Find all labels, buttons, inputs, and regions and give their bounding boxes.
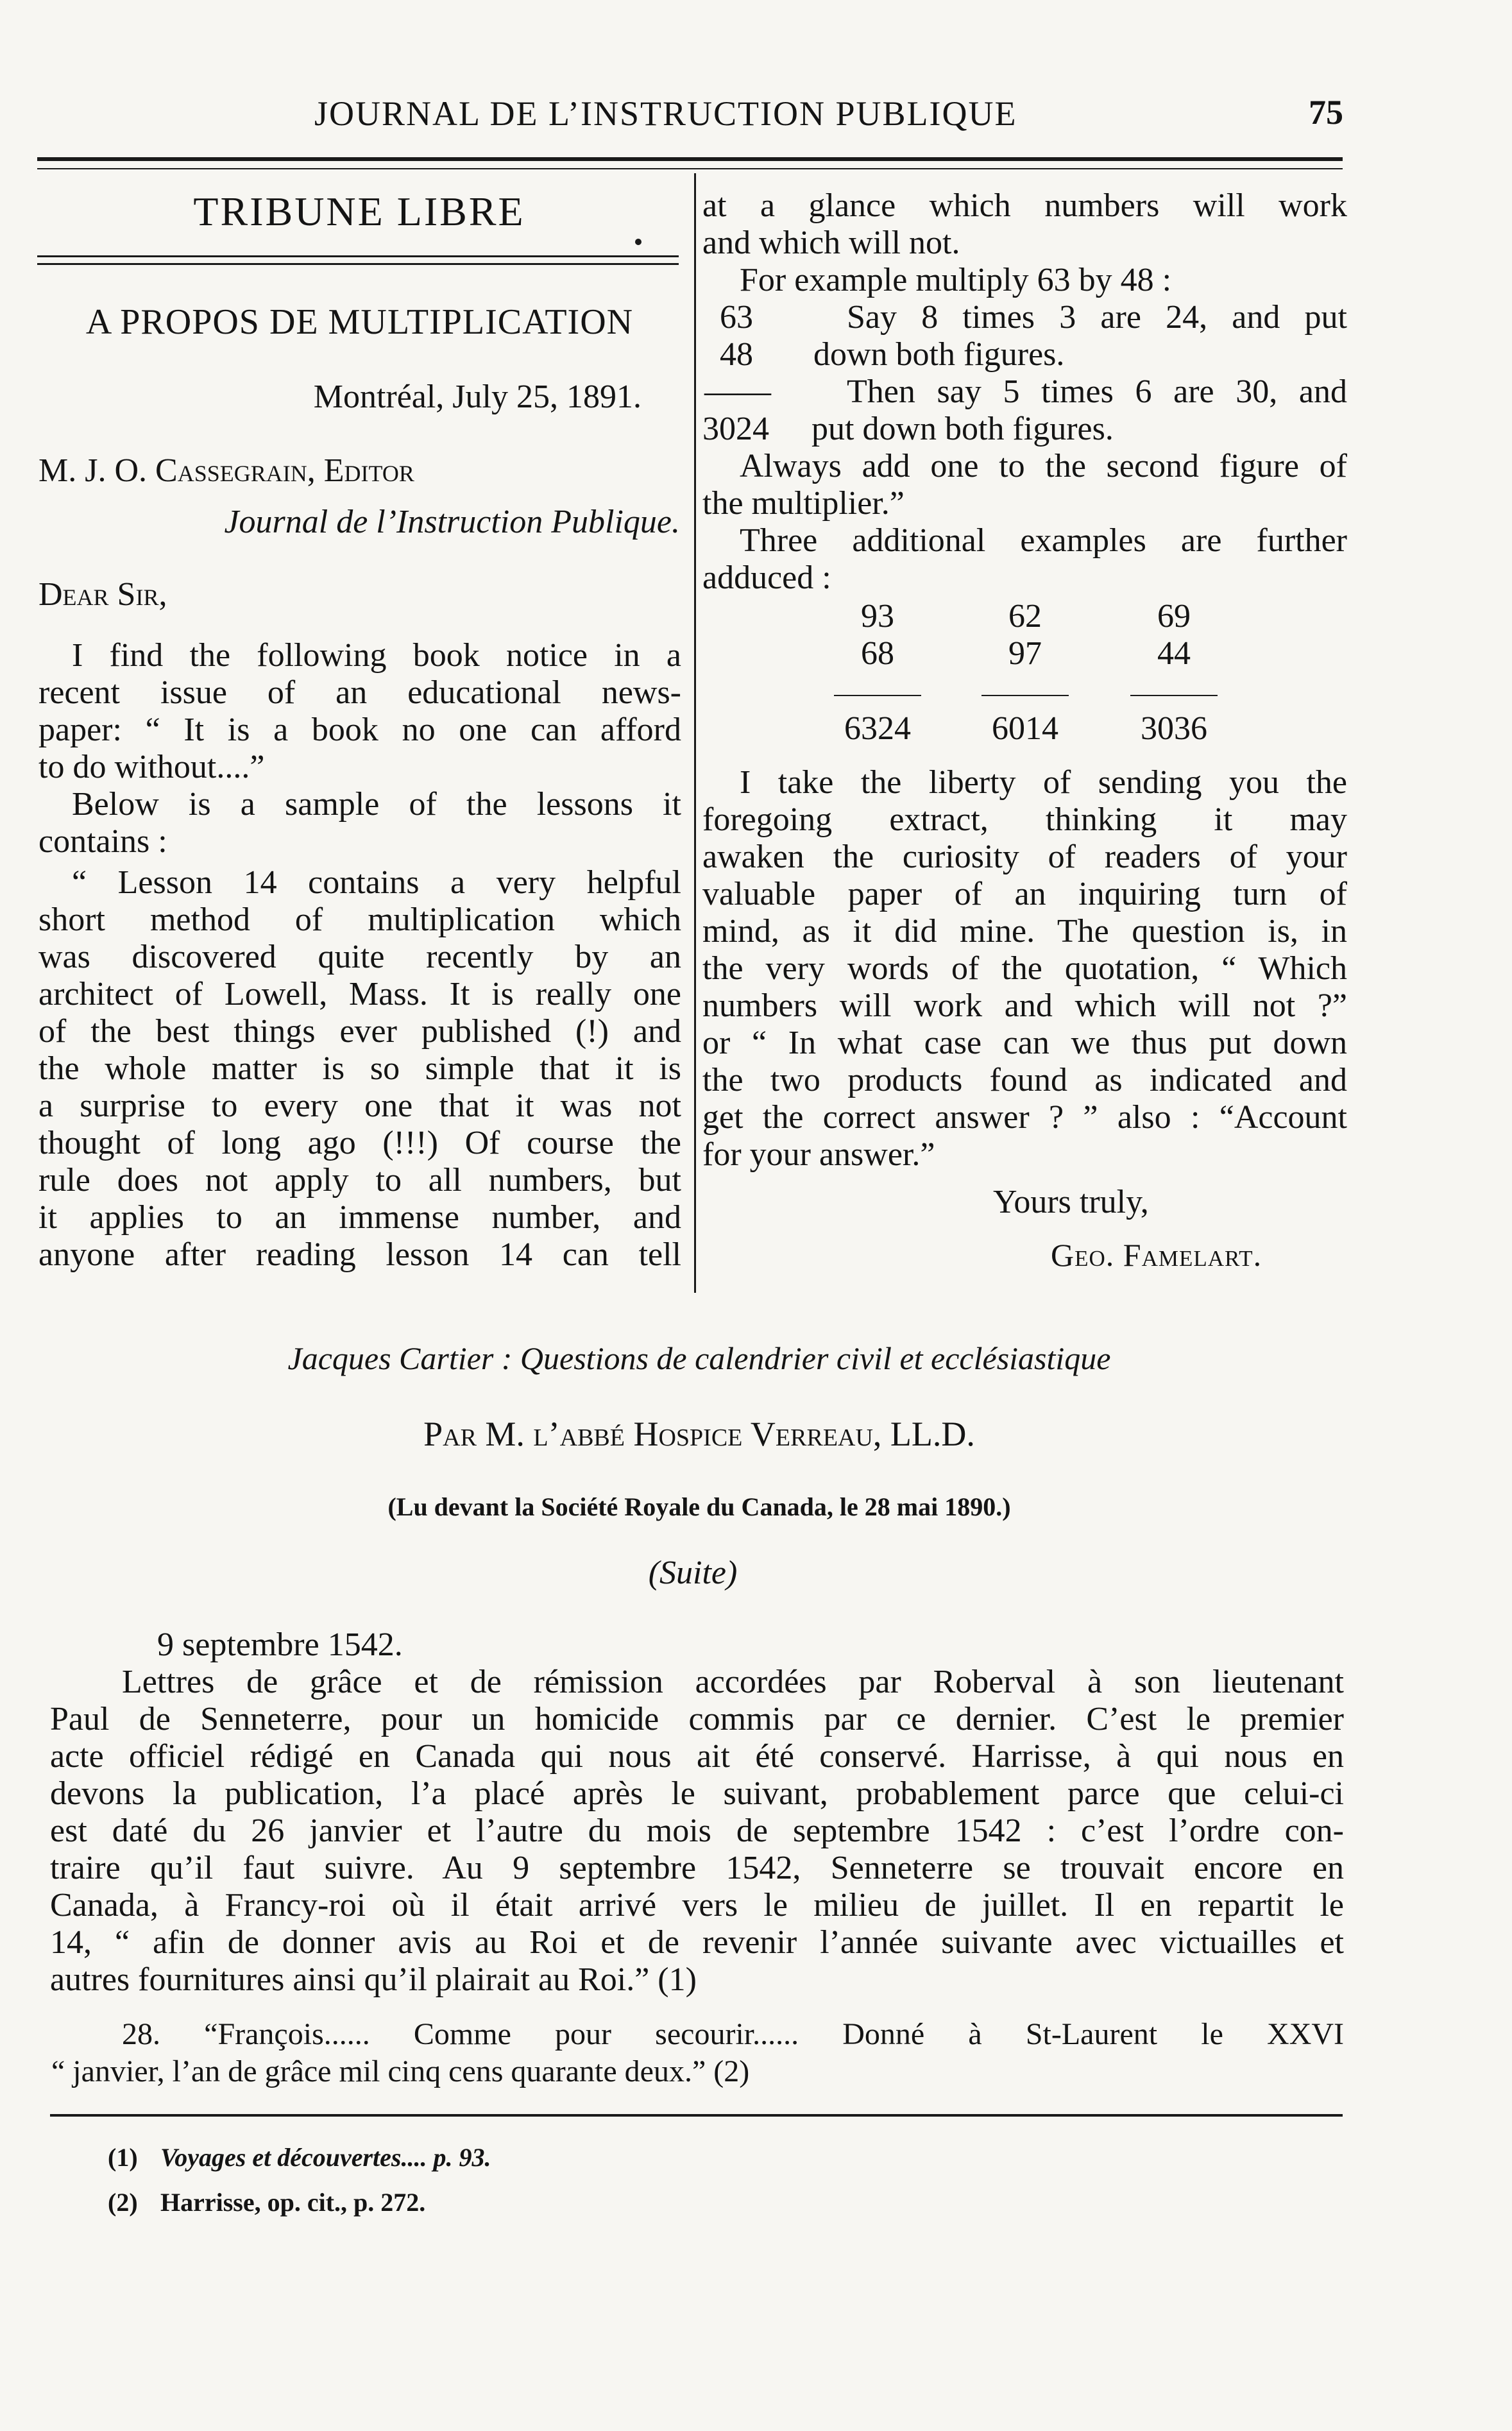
example-result: 6324 bbox=[844, 710, 911, 747]
example-rule bbox=[981, 695, 1069, 696]
right-line: and which will not. bbox=[702, 225, 960, 261]
running-title: JOURNAL DE L’INSTRUCTION PUBLIQUE bbox=[314, 94, 1017, 133]
header-rule-thick bbox=[37, 157, 1343, 161]
example-then-text: Then say 5 times 6 are 30, and bbox=[847, 373, 1347, 410]
footnote-mark: (1) bbox=[108, 2143, 138, 2172]
footnote-rule bbox=[50, 2114, 1343, 2117]
example-63: 63 bbox=[720, 299, 753, 336]
article-2-title: Jacques Cartier : Questions de calendrier civil et ecclésiastique bbox=[287, 1340, 1111, 1376]
addressee-journal: Journal de l’Instruction Publique. bbox=[224, 504, 680, 540]
left-line: paper: “ It is a book no one can afford bbox=[38, 712, 681, 748]
right-line: get the correct answer ? ” also : “Account bbox=[702, 1099, 1347, 1136]
left-line: contains : bbox=[38, 823, 167, 860]
right-line: awaken the curiosity of readers of your bbox=[702, 839, 1347, 875]
right-line: For example multiply 63 by 48 : bbox=[740, 262, 1172, 298]
footnote-text: Voyages et découvertes.... p. 93. bbox=[160, 2143, 491, 2172]
right-line: mind, as it did mine. The question is, in bbox=[702, 913, 1347, 950]
example-3024-text: put down both figures. bbox=[811, 411, 1114, 447]
left-line: was discovered quite recently by an bbox=[38, 939, 681, 975]
right-line: Always add one to the second figure of bbox=[740, 448, 1347, 484]
footnote-mark: (2) bbox=[108, 2188, 138, 2217]
right-line: I take the liberty of sending you the bbox=[740, 764, 1347, 801]
left-line: the whole matter is so simple that it is bbox=[38, 1050, 681, 1087]
article-2-line: devons la publication, l’a placé après le suivant, probablement parce que celui-ci bbox=[50, 1775, 1344, 1812]
article-2-suite: (Suite) bbox=[648, 1555, 738, 1591]
right-line: valuable paper of an inquiring turn of bbox=[702, 876, 1347, 912]
quote-line: “ janvier, l’an de grâce mil cinq cens quarante deux.” (2) bbox=[51, 2054, 750, 2088]
example-3024: 3024 bbox=[702, 411, 769, 447]
left-line: it applies to an immense number, and bbox=[38, 1199, 681, 1236]
example-top: 93 bbox=[861, 598, 894, 635]
right-line: the multiplier.” bbox=[702, 485, 905, 522]
example-top: 69 bbox=[1157, 598, 1191, 635]
article-2-line: 14, “ afin de donner avis au Roi et de revenir l’année suivante avec victuailles et bbox=[50, 1924, 1344, 1961]
footnote-text: Harrisse, op. cit., p. 272. bbox=[160, 2188, 426, 2217]
article-2-byline: Par M. l’abbé Hospice Verreau, LL.D. bbox=[423, 1415, 975, 1453]
right-line: foregoing extract, thinking it may bbox=[702, 801, 1347, 838]
example-48-text: down both figures. bbox=[813, 336, 1065, 373]
article-2-line: Paul de Senneterre, pour un homicide commis par ce dernier. C’est le premier bbox=[50, 1701, 1344, 1737]
right-line: for your answer.” bbox=[702, 1136, 935, 1173]
example-bottom: 68 bbox=[861, 635, 894, 672]
example-bottom: 44 bbox=[1157, 635, 1191, 672]
left-line: to do without....” bbox=[38, 749, 265, 785]
right-line: adduced : bbox=[702, 559, 831, 596]
closing: Yours truly, bbox=[993, 1184, 1149, 1220]
example-top: 62 bbox=[1008, 598, 1042, 635]
salutation: Dear Sir, bbox=[38, 576, 167, 613]
article-2-line: acte officiel rédigé en Canada qui nous ait été conservé. Harrisse, à qui nous en bbox=[50, 1738, 1344, 1775]
article-2-line: Lettres de grâce et de rémission accordées par Roberval à son lieutenant bbox=[122, 1664, 1344, 1700]
section-dot bbox=[635, 239, 641, 245]
article-title: A PROPOS DE MULTIPLICATION bbox=[85, 302, 634, 342]
signature: Geo. Famelart. bbox=[1051, 1237, 1262, 1273]
section-rule-1 bbox=[37, 255, 679, 257]
right-line: Three additional examples are further bbox=[740, 522, 1347, 559]
example-result: 3036 bbox=[1141, 710, 1207, 747]
left-line: of the best things ever published (!) and bbox=[38, 1013, 681, 1050]
example-result: 6014 bbox=[992, 710, 1058, 747]
dateline: Montréal, July 25, 1891. bbox=[313, 379, 641, 415]
section-rule-2 bbox=[37, 263, 679, 265]
article-2-line: Canada, à Francy-roi où il était arrivé vers le milieu de juillet. Il en repartit le bbox=[50, 1887, 1344, 1923]
left-line: I find the following book notice in a bbox=[72, 637, 681, 674]
left-line: Below is a sample of the lessons it bbox=[72, 786, 681, 823]
article-2-note: (Lu devant la Société Royale du Canada, le 28 mai 1890.) bbox=[387, 1492, 1011, 1521]
example-rule bbox=[834, 695, 921, 696]
left-line: “ Lesson 14 contains a very helpful bbox=[72, 864, 681, 901]
left-line: short method of multiplication which bbox=[38, 901, 681, 938]
right-line: numbers will work and which will not ?” bbox=[702, 987, 1347, 1024]
example-48: 48 bbox=[720, 336, 753, 373]
quote-line: 28. “François...... Comme pour secourir...... Donné à St-Laurent le XXVI bbox=[122, 2017, 1344, 2051]
column-divider bbox=[694, 173, 696, 1293]
right-line: the very words of the quotation, “ Which bbox=[702, 950, 1347, 987]
article-2-date: 9 septembre 1542. bbox=[157, 1626, 403, 1663]
left-line: recent issue of an educational news- bbox=[38, 674, 681, 711]
left-line: thought of long ago (!!!) Of course the bbox=[38, 1125, 681, 1161]
example-rule bbox=[1130, 695, 1218, 696]
article-2-line: traire qu’il faut suivre. Au 9 septembre 1542, Senneterre se trouvait encore en bbox=[50, 1850, 1344, 1886]
article-2-line: est daté du 26 janvier et l’autre du mois de septembre 1542 : c’est l’ordre con- bbox=[50, 1813, 1344, 1849]
section-title: TRIBUNE LIBRE bbox=[193, 189, 525, 234]
right-line: or “ In what case can we thus put down bbox=[702, 1025, 1347, 1061]
example-63-text: Say 8 times 3 are 24, and put bbox=[847, 299, 1347, 336]
left-line: rule does not apply to all numbers, but bbox=[38, 1162, 681, 1198]
page-number: 75 bbox=[1309, 93, 1343, 132]
header-rule-thin bbox=[37, 168, 1343, 169]
example-bottom: 97 bbox=[1008, 635, 1042, 672]
article-2-line: autres fournitures ainsi qu’il plairait au Roi.” (1) bbox=[50, 1961, 697, 1998]
right-line: the two products found as indicated and bbox=[702, 1062, 1347, 1098]
right-line: at a glance which numbers will work bbox=[702, 187, 1347, 224]
left-line: architect of Lowell, Mass. It is really one bbox=[38, 976, 681, 1012]
left-line: anyone after reading lesson 14 can tell bbox=[38, 1236, 681, 1273]
example-dash: —— bbox=[704, 373, 771, 410]
addressee-name: M. J. O. Cassegrain, Editor bbox=[38, 452, 414, 489]
left-line: a surprise to every one that it was not bbox=[38, 1088, 681, 1124]
